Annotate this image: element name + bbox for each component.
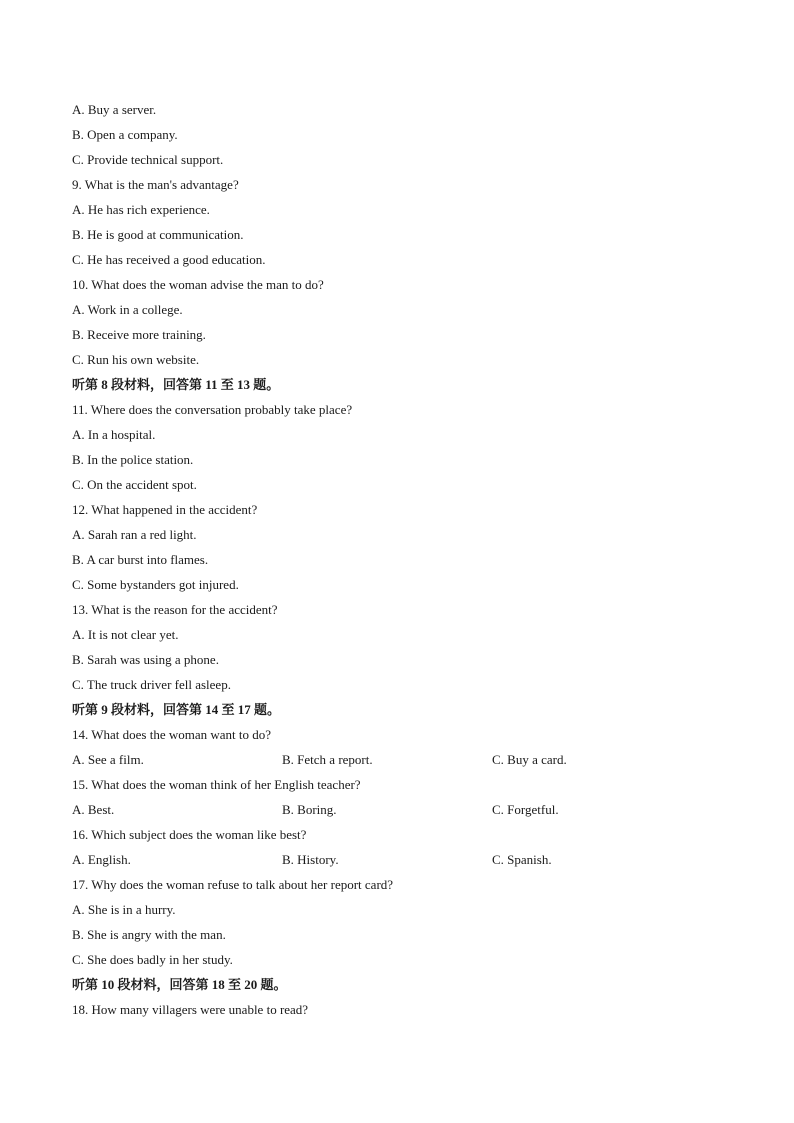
option-line: C. Run his own website. [72, 352, 200, 367]
question-10: 10. What does the woman advise the man to do? [72, 277, 324, 292]
section-heading-8: 听第 8 段材料，回答第 11 至 13 题。 [72, 377, 280, 392]
options-row-14 [72, 747, 722, 772]
option-line: A. Sarah ran a red light. [72, 527, 197, 542]
option-line: C. She does badly in her study. [72, 952, 233, 967]
option-c: C. Buy a card. [492, 752, 567, 767]
option-line: C. Provide technical support. [72, 152, 224, 167]
options-row-15 [72, 797, 722, 822]
option-line: A. He has rich experience. [72, 202, 210, 217]
option-line: B. A car burst into flames. [72, 552, 209, 567]
option-line: C. On the accident spot. [72, 477, 197, 492]
question-9: 9. What is the man's advantage? [72, 177, 239, 192]
option-a: A. Best. [72, 802, 115, 817]
question-list [72, 97, 722, 1022]
option-b: B. History. [282, 852, 339, 867]
section-heading-10: 听第 10 段材料，回答第 18 至 20 题。 [72, 977, 287, 992]
option-line: B. Receive more training. [72, 327, 206, 342]
option-line: B. She is angry with the man. [72, 927, 226, 942]
option-line: A. Work in a college. [72, 302, 183, 317]
option-line: A. She is in a hurry. [72, 902, 176, 917]
question-12: 12. What happened in the accident? [72, 502, 258, 517]
question-14: 14. What does the woman want to do? [72, 727, 272, 742]
option-line: C. The truck driver fell asleep. [72, 677, 231, 692]
option-line: C. Some bystanders got injured. [72, 577, 239, 592]
question-18: 18. How many villagers were unable to read? [72, 1002, 309, 1017]
option-line: A. It is not clear yet. [72, 627, 179, 642]
option-b: B. Boring. [282, 802, 337, 817]
question-17: 17. Why does the woman refuse to talk about her report card? [72, 877, 394, 892]
section-heading-9: 听第 9 段材料，回答第 14 至 17 题。 [72, 702, 281, 717]
option-line: A. Buy a server. [72, 102, 157, 117]
question-16: 16. Which subject does the woman like best? [72, 827, 307, 842]
options-row-16 [72, 847, 722, 872]
question-11: 11. Where does the conversation probably take place? [72, 402, 353, 417]
option-line: B. In the police station. [72, 452, 194, 467]
question-13: 13. What is the reason for the accident? [72, 602, 278, 617]
option-a: A. See a film. [72, 752, 144, 767]
question-15: 15. What does the woman think of her English teacher? [72, 777, 361, 792]
option-line: A. In a hospital. [72, 427, 156, 442]
option-c: C. Spanish. [492, 852, 552, 867]
option-c: C. Forgetful. [492, 802, 559, 817]
option-line: B. He is good at communication. [72, 227, 244, 242]
option-b: B. Fetch a report. [282, 752, 373, 767]
option-line: C. He has received a good education. [72, 252, 266, 267]
option-line: B. Sarah was using a phone. [72, 652, 219, 667]
option-a: A. English. [72, 852, 131, 867]
option-line: B. Open a company. [72, 127, 178, 142]
